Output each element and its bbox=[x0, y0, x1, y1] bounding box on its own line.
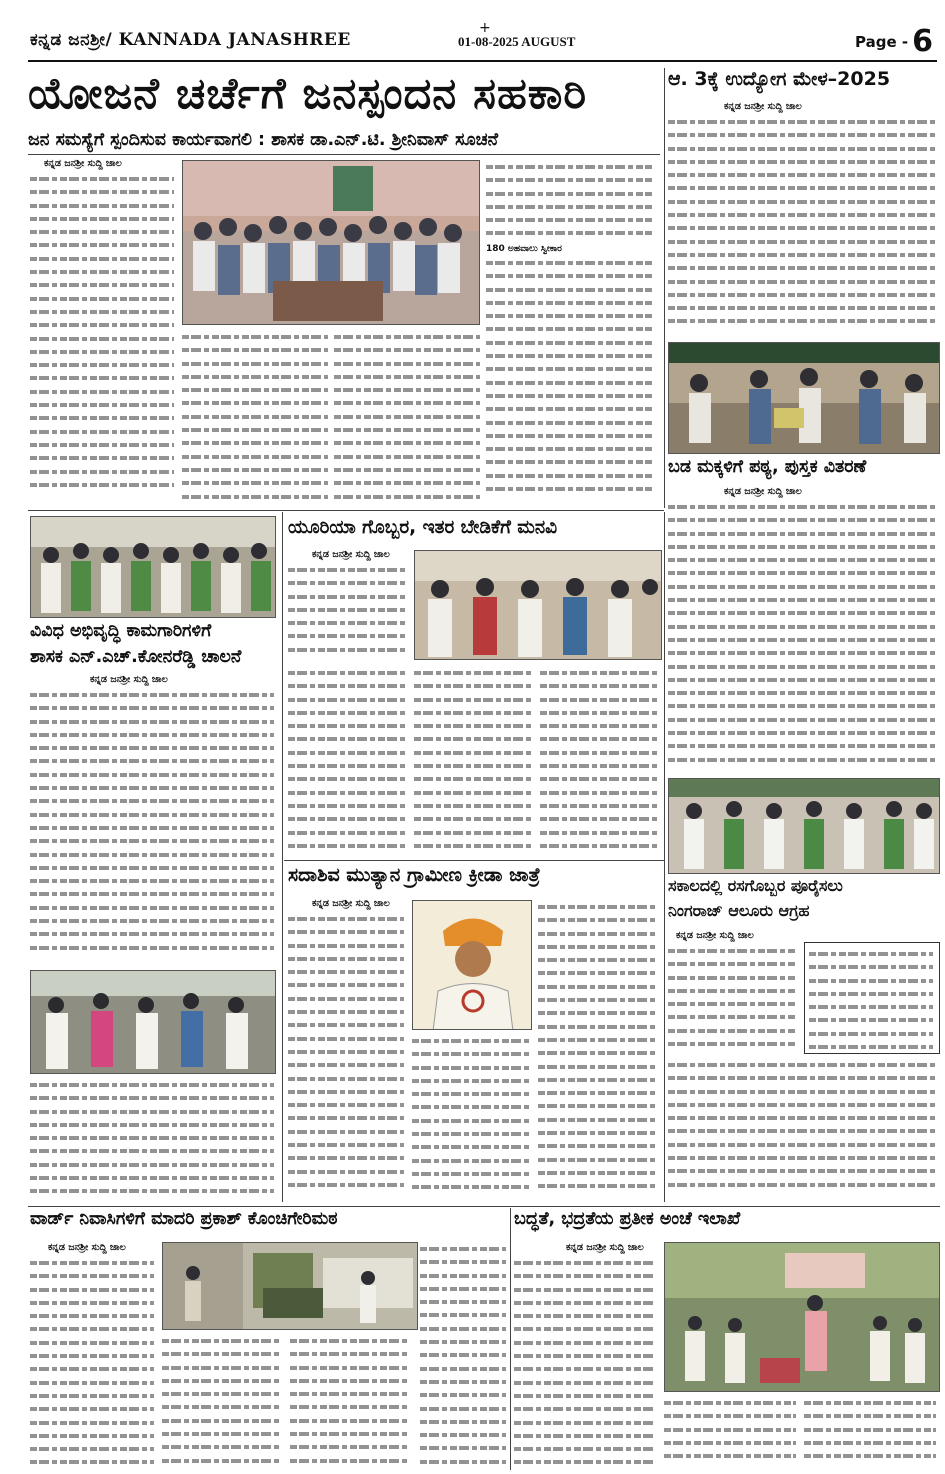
development-photo bbox=[30, 516, 276, 618]
masthead-rule bbox=[28, 60, 937, 62]
lead-byline: ಕನ್ನಡ ಜನಶ್ರೀ ಸುದ್ದಿ ಜಾಲ bbox=[44, 158, 122, 169]
section-rule bbox=[28, 1206, 940, 1207]
page-indicator bbox=[855, 24, 933, 59]
ward-body-col2 bbox=[162, 1334, 286, 1470]
urea-headline-box bbox=[288, 518, 660, 544]
urea-headline: ಯೂರಿಯಾ ಗೊಬ್ಬರ, ಇತರ ಬೇಡಿಕೆಗೆ ಮನವಿ bbox=[288, 517, 558, 538]
books-byline: ಕನ್ನಡ ಜನಶ್ರೀ ಸುದ್ದಿ ಜಾಲ bbox=[724, 486, 802, 497]
section-rule bbox=[28, 510, 664, 511]
development-photo-2 bbox=[30, 970, 276, 1074]
postal-headline: ಬದ್ಧತೆ, ಭದ್ರತೆಯ ಪ್ರತೀಕ ಅಂಚೆ ಇಲಾಖೆ bbox=[514, 1209, 741, 1229]
development-headline-line2: ಶಾಸಕ ಎನ್.ಎಚ್.ಕೋನರೆಡ್ಡಿ ಚಾಲನೆ bbox=[30, 647, 242, 668]
postal-headline-box bbox=[514, 1210, 940, 1238]
sports-headline: ಸದಾಶಿವ ಮುತ್ಯಾನ ಗ್ರಾಮೀಣ ಕ್ರೀಡಾ ಜಾತ್ರೆ bbox=[288, 864, 541, 886]
lead-headline-box bbox=[28, 69, 660, 130]
fertilizer-body-top bbox=[668, 944, 800, 1054]
page-number: 6 bbox=[912, 24, 933, 59]
lead-body-col1 bbox=[30, 172, 178, 502]
jobfair-headline-box bbox=[668, 70, 940, 100]
sports-body-col1 bbox=[288, 912, 408, 1198]
sports-body-col2 bbox=[412, 1034, 534, 1198]
lead-subhead-rule bbox=[28, 154, 660, 155]
lead-body-col4 bbox=[486, 256, 656, 504]
postal-body-col2 bbox=[664, 1396, 800, 1470]
development-byline: ಕನ್ನಡ ಜನಶ್ರೀ ಸುದ್ದಿ ಜಾಲ bbox=[90, 674, 168, 685]
postal-body-col3 bbox=[804, 1396, 940, 1470]
column-divider bbox=[664, 68, 665, 508]
postal-body-col1 bbox=[514, 1256, 660, 1470]
lead-body-col3 bbox=[334, 330, 484, 505]
books-photo bbox=[668, 342, 940, 454]
newspaper-title: ಕನ್ನಡ ಜನಶ್ರೀ/ KANNADA JANASHREE bbox=[30, 30, 351, 50]
lead-subhead-box bbox=[28, 131, 660, 153]
fertilizer-headline-line2: ನಿಂಗರಾಜ್ ಆಲೂರು ಆಗ್ರಹ bbox=[668, 900, 810, 920]
development-body bbox=[30, 688, 278, 966]
urea-body-col2 bbox=[414, 666, 536, 854]
fertilizer-headline-box bbox=[668, 878, 940, 920]
page-label: Page - bbox=[855, 33, 909, 51]
ward-headline: ವಾರ್ಡ್ ನಿವಾಸಿಗಳಿಗೆ ಮಾದರಿ ಪ್ರಕಾಶ್ ಕೊಂಚಿಗೇರಿಮಠ bbox=[30, 1209, 338, 1229]
lead-photo bbox=[182, 160, 480, 325]
pullquote-text bbox=[809, 947, 937, 1051]
fertilizer-body bbox=[668, 1058, 940, 1200]
ward-byline: ಕನ್ನಡ ಜನಶ್ರೀ ಸುದ್ದಿ ಜಾಲ bbox=[48, 1242, 126, 1253]
fertilizer-headline-line1: ಸಕಾಲದಲ್ಲಿ ರಸಗೊಬ್ಬರ ಪೂರೈಸಲು bbox=[668, 876, 843, 895]
urea-body-col1 bbox=[288, 666, 410, 854]
books-headline: ಬಡ ಮಕ್ಕಳಿಗೆ ಪಠ್ಯ, ಪುಸ್ತಕ ವಿತರಣೆ bbox=[668, 457, 867, 477]
ward-body-col1 bbox=[30, 1256, 158, 1470]
urea-photo bbox=[414, 550, 662, 660]
urea-body-top bbox=[288, 563, 410, 663]
books-headline-box bbox=[668, 458, 940, 484]
fertilizer-pullquote bbox=[804, 942, 940, 1054]
column-divider bbox=[510, 1208, 511, 1470]
fertilizer-photo bbox=[668, 778, 940, 874]
lead-body-col4-top bbox=[486, 160, 656, 240]
lead-subhead: ಜನ ಸಮಸ್ಯೆಗೆ ಸ್ಪಂದಿಸುವ ಕಾರ್ಯವಾಗಲಿ : ಶಾಸಕ ಡಾ.ಎನ್.ಟಿ. ಶ್ರೀನಿವಾಸ್ ಸೂಚನೆ bbox=[28, 130, 499, 150]
sports-headline-box bbox=[288, 866, 660, 894]
urea-byline: ಕನ್ನಡ ಜನಶ್ರೀ ಸುದ್ದಿ ಜಾಲ bbox=[312, 549, 390, 560]
lead-dateline: 180 ಅಹವಾಲು ಸ್ವೀಕಾರ bbox=[486, 244, 562, 254]
fertilizer-byline: ಕನ್ನಡ ಜನಶ್ರೀ ಸುದ್ದಿ ಜಾಲ bbox=[676, 930, 754, 941]
urea-body-col3 bbox=[540, 666, 662, 854]
jobfair-headline: ಆ. 3ಕ್ಕೆ ಉದ್ಯೋಗ ಮೇಳ–2025 bbox=[668, 68, 891, 90]
ward-body-col3 bbox=[290, 1334, 414, 1470]
masthead bbox=[0, 0, 945, 64]
development-body-2 bbox=[30, 1078, 278, 1200]
issue-date: 01-08-2025 AUGUST bbox=[458, 34, 576, 49]
lead-headline: ಯೋಜನೆ ಚರ್ಚೆಗೆ ಜನಸ್ಪಂದನ ಸಹಕಾರಿ bbox=[28, 69, 588, 119]
books-body bbox=[668, 500, 940, 772]
ward-body-col4 bbox=[420, 1242, 510, 1470]
development-headline-box bbox=[30, 622, 280, 667]
lead-body-col2 bbox=[182, 330, 332, 505]
sports-body-col3 bbox=[538, 900, 662, 1198]
ward-photo bbox=[162, 1242, 418, 1330]
development-headline-line1: ವಿವಿಧ ಅಭಿವೃದ್ಧಿ ಕಾಮಗಾರಿಗಳಿಗೆ bbox=[30, 621, 212, 641]
column-divider bbox=[282, 512, 283, 1202]
postal-byline: ಕನ್ನಡ ಜನಶ್ರೀ ಸುದ್ದಿ ಜಾಲ bbox=[566, 1242, 644, 1253]
jobfair-byline: ಕನ್ನಡ ಜನಶ್ರೀ ಸುದ್ದಿ ಜಾಲ bbox=[724, 101, 802, 112]
ward-headline-box bbox=[30, 1210, 506, 1238]
column-divider bbox=[664, 512, 665, 1202]
sports-byline: ಕನ್ನಡ ಜನಶ್ರೀ ಸುದ್ದಿ ಜಾಲ bbox=[312, 898, 390, 909]
postal-photo bbox=[664, 1242, 940, 1392]
section-rule bbox=[284, 860, 664, 861]
sports-portrait bbox=[412, 900, 532, 1030]
jobfair-body bbox=[668, 115, 940, 337]
registration-mark-icon: + bbox=[479, 20, 491, 36]
